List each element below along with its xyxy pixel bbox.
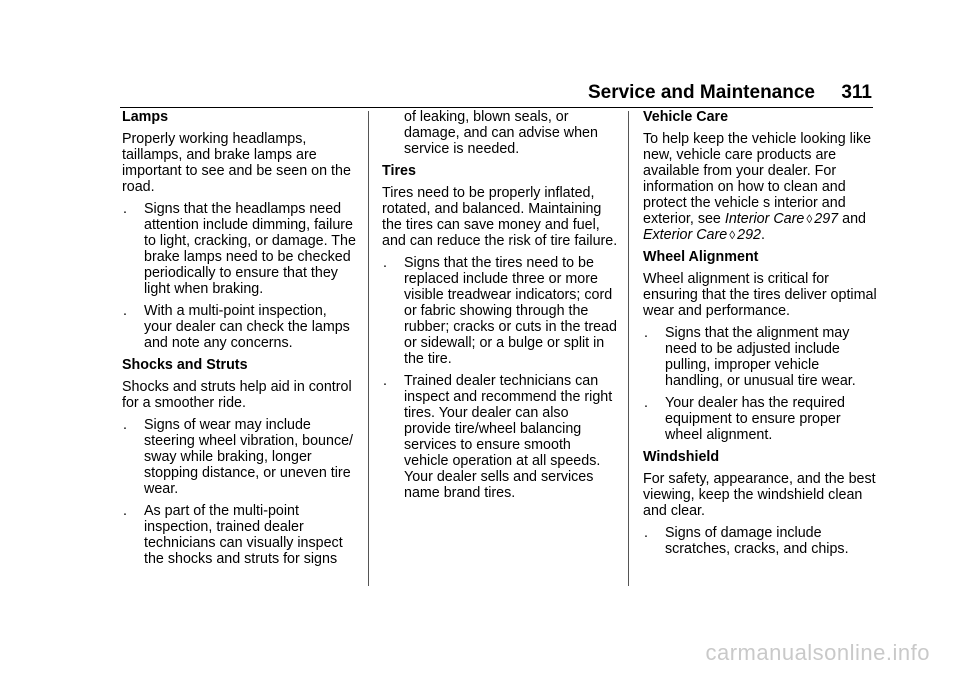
wheel-alignment-heading: Wheel Alignment <box>643 249 759 265</box>
care-text: To help keep the vehicle looking like new, vehicle care products are available from your dealer. For information on how to clean and protect the vehicle s interior and exterior, see <box>643 131 872 227</box>
column-1 <box>122 109 358 573</box>
shocks-bullet-1: Signs of wear may include steering wheel vibration, bounce/ sway while braking, longer stopping distance, or uneven tire wear. <box>144 417 354 497</box>
bullet-icon: . <box>644 325 648 341</box>
list-item <box>382 255 618 367</box>
list-item <box>643 325 879 389</box>
list-item <box>643 395 879 443</box>
column-2 <box>382 109 618 507</box>
interior-care-page[interactable]: 297 <box>814 211 839 227</box>
vehicle-care-heading: Vehicle Care <box>643 109 729 125</box>
tires-intro: Tires need to be properly inflated, rotated, and balanced. Maintaining the tires can save money and fuel, and can reduce the risk of tire failure. <box>382 185 618 249</box>
watermark: carmanualsonline.info <box>705 640 930 665</box>
bullet-icon: . <box>123 503 127 519</box>
windshield-intro: For safety, appearance, and the best viewing, keep the windshield clean and clear. <box>643 471 876 519</box>
bullet-icon: . <box>383 373 387 389</box>
list-item <box>122 503 358 567</box>
column-3 <box>643 109 879 563</box>
bullet-icon: . <box>123 303 127 319</box>
lamps-intro: Properly working headlamps, taillamps, and brake lamps are important to see and be seen on the road. <box>122 131 351 195</box>
interior-care-link[interactable]: Interior Care <box>724 211 805 227</box>
alignment-bullet-1: Signs that the alignment may need to be adjusted include pulling, improper vehicle handling, or unusual tire wear. <box>665 325 856 389</box>
care-and: and <box>842 211 866 227</box>
lamps-bullet-1: Signs that the headlamps need attention include dimming, failure to light, cracking, or damage. The brake lamps need to be checked periodically to ensure that they light when braking. <box>144 201 356 297</box>
page-number: 311 <box>841 82 872 103</box>
bullet-icon: . <box>123 417 127 433</box>
header-rule <box>120 107 873 108</box>
care-end: . <box>761 227 765 243</box>
shocks-intro: Shocks and struts help aid in control for a smoother ride. <box>122 379 352 411</box>
shocks-bullet-2-continued: of leaking, blown seals, or damage, and can advise when service is needed. <box>404 109 598 157</box>
tires-bullet-1: Signs that the tires need to be replaced include three or more visible treadwear indicators; cord or fabric showing through the rubber; cracks or cuts in the tread or sidewall; or a bulge or split in the tire. <box>404 255 617 367</box>
tires-heading: Tires <box>382 163 416 179</box>
lamps-bullet-2: With a multi-point inspection, your dealer can check the lamps and note any concerns. <box>144 303 350 351</box>
page-ref-icon: ◊ <box>806 212 813 226</box>
column-divider <box>628 111 629 586</box>
list-item <box>122 303 358 351</box>
shocks-bullet-2: As part of the multi-point inspection, trained dealer technicians can visually inspect the shocks and struts for signs <box>144 503 343 567</box>
wheel-alignment-intro: Wheel alignment is critical for ensuring that the tires deliver optimal wear and performance. <box>643 271 877 319</box>
bullet-icon: . <box>644 395 648 411</box>
page-ref-icon: ◊ <box>729 228 736 242</box>
shocks-heading: Shocks and Struts <box>122 357 248 373</box>
windshield-heading: Windshield <box>643 449 720 465</box>
section-title: Service and Maintenance <box>587 82 815 103</box>
column-divider <box>368 111 369 586</box>
list-item <box>643 525 879 557</box>
tires-bullet-2: Trained dealer technicians can inspect and recommend the right tires. Your dealer can also provide tire/wheel balancing services to ensure smooth vehicle operation at all speeds. Your dealer sells and services name brand tires. <box>404 373 613 501</box>
bullet-icon: . <box>123 201 127 217</box>
exterior-care-page[interactable]: 292 <box>737 227 762 243</box>
list-item <box>382 373 618 501</box>
bullet-icon: . <box>383 255 387 271</box>
vehicle-care-text <box>643 131 879 243</box>
exterior-care-link[interactable]: Exterior Care <box>643 227 728 243</box>
list-item <box>122 201 358 297</box>
bullet-icon: . <box>644 525 648 541</box>
list-item <box>122 417 358 497</box>
lamps-heading: Lamps <box>122 109 169 125</box>
alignment-bullet-2: Your dealer has the required equipment to ensure proper wheel alignment. <box>665 395 845 443</box>
windshield-bullet-1: Signs of damage include scratches, cracks, and chips. <box>665 525 849 557</box>
page-header <box>0 80 960 106</box>
